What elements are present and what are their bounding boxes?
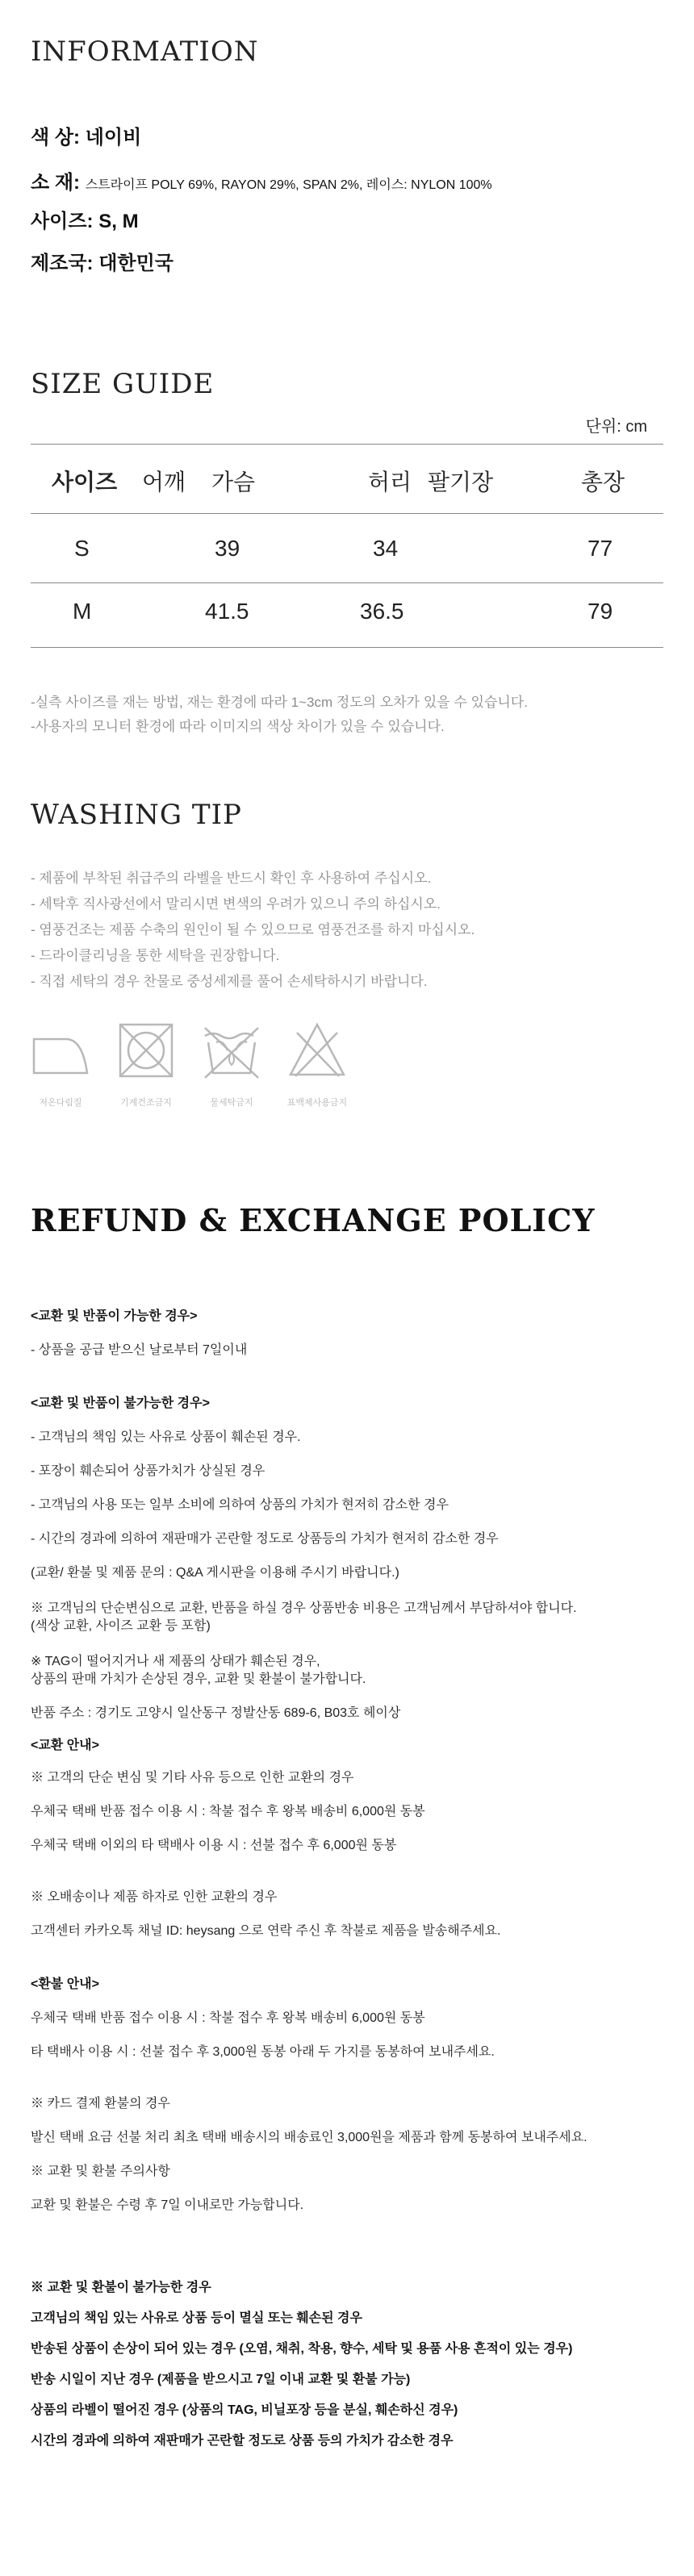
- row-m-chest: 41.5: [205, 599, 249, 624]
- policy-line: <교환 및 반품이 불가능한 경우>: [31, 1397, 210, 1410]
- care-label: 기계건조금지: [120, 1098, 172, 1108]
- row-m-length: 79: [587, 599, 613, 624]
- policy-line: ※ 고객님의 단순변심으로 교환, 반품을 하실 경우 상품반송 비용은 고객님께서 부담하셔야 합니다.: [31, 1601, 577, 1615]
- policy-line: 우체국 택배 반품 접수 이용 시 : 착불 접수 후 왕복 배송비 6,000원 동봉: [31, 2011, 425, 2025]
- care-item-iron: [29, 1015, 92, 1108]
- policy-line: 고객님의 책임 있는 사유로 상품 등이 멸실 또는 훼손된 경우: [31, 2311, 362, 2325]
- color-row: [31, 121, 141, 149]
- row-s-length: 77: [587, 536, 613, 561]
- washing-tip: - 직접 세탁의 경우 찬물로 중성세제를 풀어 손세탁하시기 바랍니다.: [31, 974, 428, 989]
- row-rule: [31, 582, 663, 583]
- washing-tip: - 염풍건조는 제품 수축의 원인이 될 수 있으므로 염풍건조를 하지 마십시오.: [31, 922, 475, 937]
- no-bleach-icon: [286, 1015, 349, 1089]
- policy-line: - 고객님의 책임 있는 사유로 상품이 훼손된 경우.: [31, 1430, 301, 1444]
- policy-line: (교환/ 환불 및 제품 문의 : Q&A 게시판을 이용해 주시기 바랍니다.): [31, 1566, 399, 1580]
- policy-line: ※ 오배송이나 제품 하자로 인한 교환의 경우: [31, 1890, 278, 1904]
- row-s-chest: 39: [215, 536, 240, 561]
- row-s-size: S: [74, 536, 90, 561]
- policy-line: 고객센터 카카오톡 채널 ID: heysang 으로 연락 주신 후 착불로 제품을 발송해주세요.: [31, 1924, 501, 1938]
- size-note: -실측 사이즈를 재는 방법, 재는 환경에 따라 1~3cm 정도의 오차가 있을 수 있습니다.: [31, 695, 528, 710]
- policy-line: <교환 및 반품이 가능한 경우>: [31, 1309, 198, 1323]
- header-sleeve: 팔기장: [428, 470, 494, 495]
- origin-label: 제조국:: [31, 253, 94, 274]
- care-label: 표백제사용금지: [286, 1098, 348, 1108]
- size-row: [31, 205, 139, 233]
- row-m-size: M: [73, 599, 92, 624]
- policy-line: 교환 및 환불은 수령 후 7일 이내로만 가능합니다.: [31, 2198, 304, 2212]
- material-label: 소 재:: [31, 172, 81, 194]
- policy-line: ※ TAG이 떨어지거나 새 제품의 상태가 훼손된 경우,: [31, 1655, 320, 1668]
- no-wash-icon: [200, 1015, 263, 1089]
- origin-value: 대한민국: [98, 253, 174, 274]
- policy-line: 우체국 택배 이외의 타 택배사 이용 시 : 선불 접수 후 6,000원 동봉: [31, 1839, 397, 1852]
- size-value: S, M: [98, 211, 139, 232]
- refund-title: REFUND & EXCHANGE POLICY: [31, 1202, 596, 1238]
- size-label: 사이즈:: [31, 211, 94, 232]
- header-shoulder: 어깨: [142, 470, 186, 495]
- row-s-waist: 34: [373, 536, 399, 561]
- no-tumble-dry-icon: [115, 1015, 178, 1089]
- information-title: INFORMATION: [31, 35, 259, 68]
- policy-line: 발신 택배 요금 선불 처리 최초 택배 배송시의 배송료인 3,000원을 제품과 함께 동봉하여 보내주세요.: [31, 2131, 587, 2144]
- policy-line: 반송된 상품이 손상이 되어 있는 경우 (오염, 채취, 착용, 향수, 세탁 및 용품 사용 흔적이 있는 경우): [31, 2342, 573, 2356]
- policy-line: 반품 주소 : 경기도 고양시 일산동구 정발산동 689-6, B03호 헤이상: [31, 1706, 401, 1720]
- care-label: 물세탁금지: [210, 1098, 253, 1108]
- table-top-rule: [31, 444, 663, 445]
- care-item-tumble: [115, 1015, 178, 1108]
- policy-line: (색상 교환, 사이즈 교환 등 포함): [31, 1619, 211, 1633]
- color-label: 색 상:: [31, 127, 81, 148]
- policy-line: ※ 교환 및 환불이 불가능한 경우: [31, 2281, 211, 2294]
- policy-line: 시간의 경과에 의하여 재판매가 곤란할 정도로 상품 등의 가치가 감소한 경우: [31, 2434, 454, 2448]
- unit-label: 단위: cm: [585, 418, 647, 436]
- size-guide-title: SIZE GUIDE: [31, 368, 215, 400]
- washing-title: WASHING TIP: [31, 799, 242, 831]
- table-bottom-rule: [31, 647, 663, 648]
- care-item-wash: [200, 1015, 263, 1108]
- policy-line: 반송 시일이 지난 경우 (제품을 받으시고 7일 이내 교환 및 환불 가능): [31, 2373, 411, 2386]
- header-chest: 가슴: [211, 470, 256, 495]
- header-waist: 허리: [368, 470, 412, 495]
- policy-line: - 고객님의 사용 또는 일부 소비에 의하여 상품의 가치가 현저히 감소한 경우: [31, 1498, 449, 1512]
- material-row: [31, 166, 492, 194]
- header-rule: [31, 513, 663, 514]
- washing-tip: - 제품에 부착된 취급주의 라벨을 반드시 확인 후 사용하여 주십시오.: [31, 870, 432, 886]
- policy-line: 타 택배사 이용 시 : 선불 접수 후 3,000원 동봉 아래 두 가지를 동봉하여 보내주세요.: [31, 2045, 495, 2059]
- policy-line: <교환 안내>: [31, 1739, 99, 1752]
- policy-line: 우체국 택배 반품 접수 이용 시 : 착불 접수 후 왕복 배송비 6,000원 동봉: [31, 1805, 425, 1818]
- policy-line: 상품의 라벨이 떨어진 경우 (상품의 TAG, 비닐포장 등을 분실, 훼손하신 경우): [31, 2403, 458, 2417]
- header-size: 사이즈: [52, 470, 118, 495]
- origin-row: [31, 247, 174, 275]
- policy-line: ※ 교환 및 환불 주의사항: [31, 2165, 170, 2178]
- size-note: -사용자의 모니터 환경에 따라 이미지의 색상 차이가 있을 수 있습니다.: [31, 719, 445, 734]
- policy-line: - 포장이 훼손되어 상품가치가 상실된 경우: [31, 1464, 265, 1478]
- header-length: 총장: [581, 470, 625, 495]
- policy-line: <환불 안내>: [31, 1977, 99, 1991]
- policy-line: 상품의 판매 가치가 손상된 경우, 교환 및 환불이 불가합니다.: [31, 1672, 366, 1686]
- washing-tip: - 드라이클리닝을 통한 세탁을 권장합니다.: [31, 948, 280, 963]
- washing-tip: - 세탁후 직사광선에서 말리시면 변색의 우려가 있으니 주의 하십시오.: [31, 896, 441, 912]
- row-m-waist: 36.5: [360, 599, 404, 624]
- policy-line: - 상품을 공급 받으신 날로부터 7일이내: [31, 1343, 248, 1357]
- iron-icon: [29, 1015, 92, 1089]
- material-value: 스트라이프 POLY 69%, RAYON 29%, SPAN 2%, 레이스: NYLON 100%: [85, 178, 492, 192]
- policy-line: - 시간의 경과에 의하여 재판매가 곤란할 정도로 상품등의 가치가 현저히 감소한 경우: [31, 1532, 499, 1546]
- policy-line: ※ 카드 결제 환불의 경우: [31, 2097, 170, 2110]
- policy-line: ※ 고객의 단순 변심 및 기타 사유 등으로 인한 교환의 경우: [31, 1771, 354, 1785]
- care-item-bleach: [286, 1015, 349, 1108]
- color-value: 네이비: [85, 127, 142, 148]
- care-label: 저온다림질: [39, 1098, 82, 1108]
